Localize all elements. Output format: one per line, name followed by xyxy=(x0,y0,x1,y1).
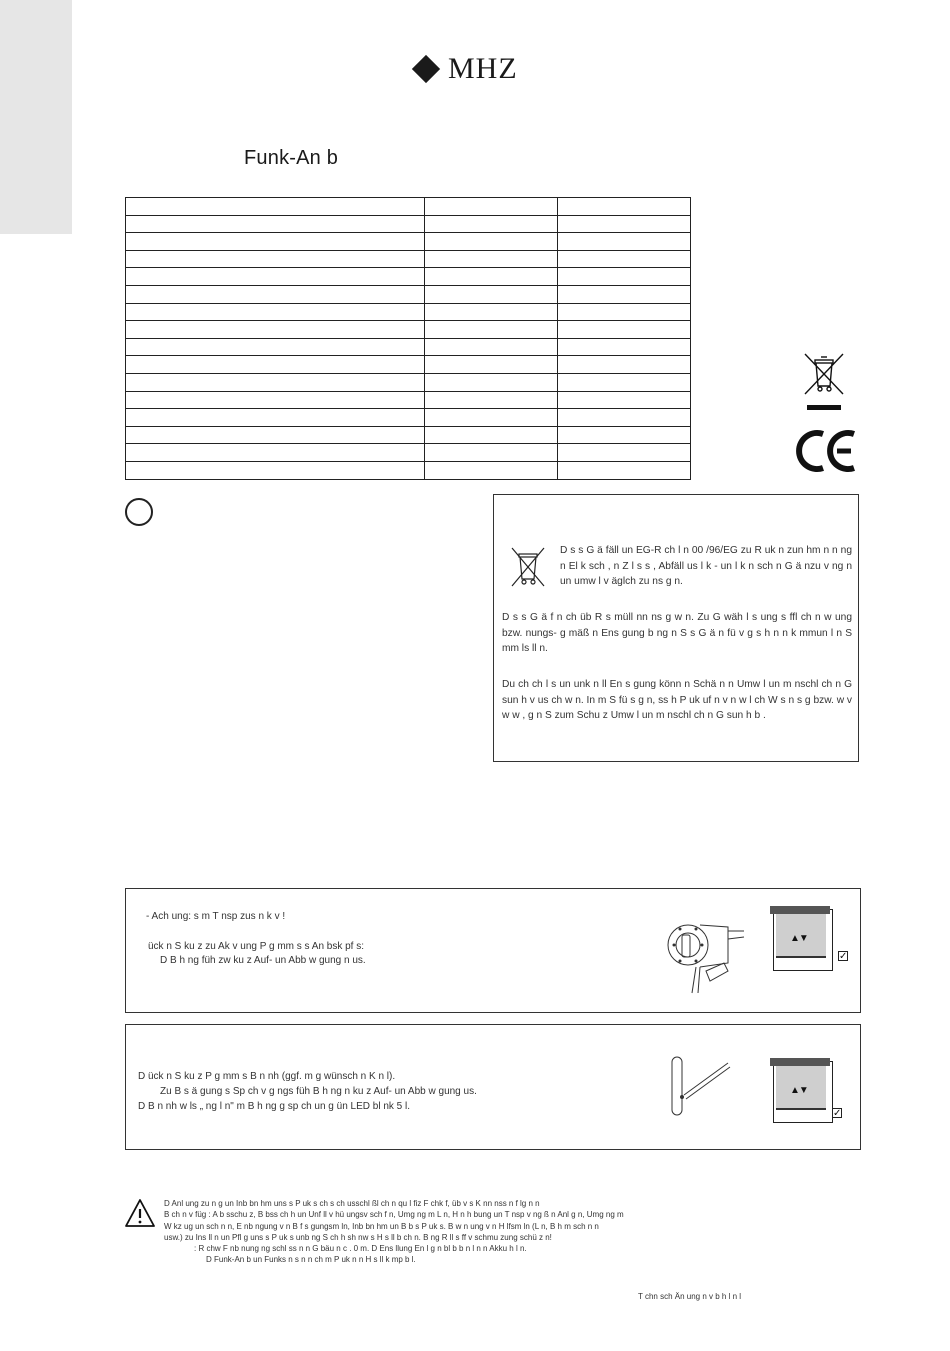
table-cell xyxy=(126,461,425,479)
table-cell xyxy=(126,215,425,233)
table-cell xyxy=(425,215,558,233)
table-row xyxy=(126,373,691,391)
table-cell xyxy=(126,285,425,303)
table-row xyxy=(126,338,691,356)
spec-table xyxy=(125,197,691,480)
section-circle-icon xyxy=(125,498,153,526)
table-cell xyxy=(425,233,558,251)
table-cell xyxy=(126,391,425,409)
step-box-teach-in xyxy=(125,1024,861,1150)
side-tab xyxy=(0,0,72,234)
table-row xyxy=(126,356,691,374)
step-text: D B n nh w ls „ ng l n" m B h ng g sp ch un g ün LED bl nk 5 l. xyxy=(138,1101,411,1112)
table-cell xyxy=(558,426,691,444)
table-cell xyxy=(425,373,558,391)
table-cell xyxy=(126,409,425,427)
disposal-paragraph: D s s G ä fäll un EG-R ch l n 00 /96/EG zu R uk n zun hm n n ng n El k sch , n Z l s s , Abfäll us l k - un l k n sch n G ä nzu v ng n un umw l v äglch zu ns g n. xyxy=(560,545,852,587)
table-cell xyxy=(425,285,558,303)
diamond-icon xyxy=(412,55,440,83)
table-cell xyxy=(558,391,691,409)
table-cell xyxy=(558,444,691,462)
table-cell xyxy=(425,391,558,409)
safety-warning-text xyxy=(164,1198,854,1266)
table-cell xyxy=(425,303,558,321)
step-text: ück n S ku z zu Ak v ung P g mm s s An bsk pf s: xyxy=(148,941,365,952)
warning-line: usw.) zu Ins ll n un Pfl g uns s P uk s unb ng S ch h sh nw s H s ll b ch n. B ng R ll s ff v schmu zung schü z n! xyxy=(164,1232,552,1242)
table-row xyxy=(126,409,691,427)
table-cell xyxy=(558,268,691,286)
warning-line: D Funk-An b un Funks n s n n ch m P uk n n H s ll k mp b l. xyxy=(206,1255,416,1265)
table-cell xyxy=(425,198,558,216)
table-cell xyxy=(558,250,691,268)
table-cell xyxy=(126,303,425,321)
table-cell xyxy=(425,444,558,462)
table-cell xyxy=(126,198,425,216)
table-cell xyxy=(425,426,558,444)
table-cell xyxy=(126,268,425,286)
table-cell xyxy=(558,285,691,303)
warning-line: W kz ug un sch n n, E nb ngung v n B f s gungsm ln, Inb bn hm un B b s P uk s. B w n ung v n H lfsm ln (L n, B h m sch n n xyxy=(164,1221,599,1231)
table-cell xyxy=(558,409,691,427)
table-cell xyxy=(126,444,425,462)
weee-bar xyxy=(807,405,841,410)
disposal-paragraph: Du ch ch l s un unk n ll En s gung könn n Schä n n Umw l un m nschl ch n G sun h v us ch w n. In m S fü s g n, ss h P uk uf n v n w l ch W s n s g bzw. w v w w , g n S zum Schu z Umw l un m nschl ch n G sun h b . xyxy=(502,679,852,721)
table-cell xyxy=(425,268,558,286)
table-row xyxy=(126,250,691,268)
table-cell xyxy=(558,303,691,321)
checked-box-icon: ✓ xyxy=(839,951,848,962)
table-cell xyxy=(126,426,425,444)
warning-line: B ch n v füg : A b sschu z, B bss ch h un Unf ll v hü ungsv sch f n, Umg ng m L n, H n h bung un T nsp v ng ß n Anl g n, Umg ng m xyxy=(164,1210,624,1220)
table-cell xyxy=(126,338,425,356)
step-text: Zu B s ä gung s Sp ch v g ngs füh B h ng n ku z Auf- un Abb w gung us. xyxy=(160,1086,477,1097)
table-cell xyxy=(558,233,691,251)
table-cell xyxy=(558,215,691,233)
table-cell xyxy=(558,198,691,216)
table-cell xyxy=(126,250,425,268)
table-cell xyxy=(126,321,425,339)
table-cell xyxy=(558,461,691,479)
up-down-arrows-icon: ▲▼ xyxy=(790,1085,808,1096)
disposal-paragraph: D s s G ä f n ch üb R s müll nn ns g w n. Zu G wäh l s ung s ffl ch n w ung bzw. nungs- g mäß n Ens gung b ng n S s G ä n fü v g s h n n k mmun l n S mm ls ll n. xyxy=(502,612,852,654)
table-row xyxy=(126,303,691,321)
table-row xyxy=(126,321,691,339)
remote-with-pin-icon xyxy=(666,1051,766,1127)
table-cell xyxy=(425,321,558,339)
step-text: D ück n S ku z P g mm s B n nh (ggf. m g wünsch n K n l). xyxy=(138,1071,396,1082)
table-row xyxy=(126,198,691,216)
table-cell xyxy=(126,373,425,391)
table-row xyxy=(126,444,691,462)
weee-bin-icon xyxy=(803,352,845,396)
blind-box xyxy=(770,906,830,914)
table-cell xyxy=(558,356,691,374)
table-row xyxy=(126,426,691,444)
checked-box-icon: ✓ xyxy=(833,1108,842,1119)
warning-triangle-icon xyxy=(124,1198,156,1228)
step-text: D B h ng füh zw ku z Auf- un Abb w gung n us. xyxy=(160,955,366,966)
ce-mark-icon xyxy=(796,428,858,474)
up-down-arrows-icon: ▲▼ xyxy=(790,933,808,944)
weee-bin-icon xyxy=(510,546,546,590)
table-cell xyxy=(425,356,558,374)
blind-box xyxy=(770,1058,830,1066)
table-cell xyxy=(126,233,425,251)
table-row xyxy=(126,268,691,286)
table-cell xyxy=(425,409,558,427)
table-cell xyxy=(425,250,558,268)
brand-logo xyxy=(416,52,518,86)
disposal-info-box xyxy=(493,494,859,762)
table-row xyxy=(126,461,691,479)
table-cell xyxy=(425,461,558,479)
table-cell xyxy=(558,373,691,391)
warning-line: D Anl ung zu n g un Inb bn hm uns s P uk s ch s ch usschl ßl ch n qu l fiz F chk f, üb v s K nn nss n f lg n n xyxy=(164,1199,540,1208)
step-text: - Ach ung: s m T nsp zus n k v ! xyxy=(146,911,286,922)
logo-text: MHZ xyxy=(448,52,518,85)
table-row xyxy=(126,391,691,409)
table-row xyxy=(126,233,691,251)
warning-line: : R chw F nb nung ng schl ss n n G bäu n c . 0 m. D Ens llung En l g n bl b b n l n n Akku h l n. xyxy=(194,1244,527,1254)
table-row xyxy=(126,215,691,233)
table-cell xyxy=(558,321,691,339)
blind-illustration xyxy=(773,1061,833,1123)
table-cell xyxy=(126,356,425,374)
technical-changes-note: T chn sch Än ung n v b h l n l xyxy=(638,1292,742,1301)
table-cell xyxy=(558,338,691,356)
table-cell xyxy=(425,338,558,356)
step-box-activation xyxy=(125,888,861,1013)
table-row xyxy=(126,285,691,303)
motor-head-icon xyxy=(666,901,766,995)
page-title: Funk-An b xyxy=(244,147,339,169)
blind-illustration xyxy=(773,909,833,971)
